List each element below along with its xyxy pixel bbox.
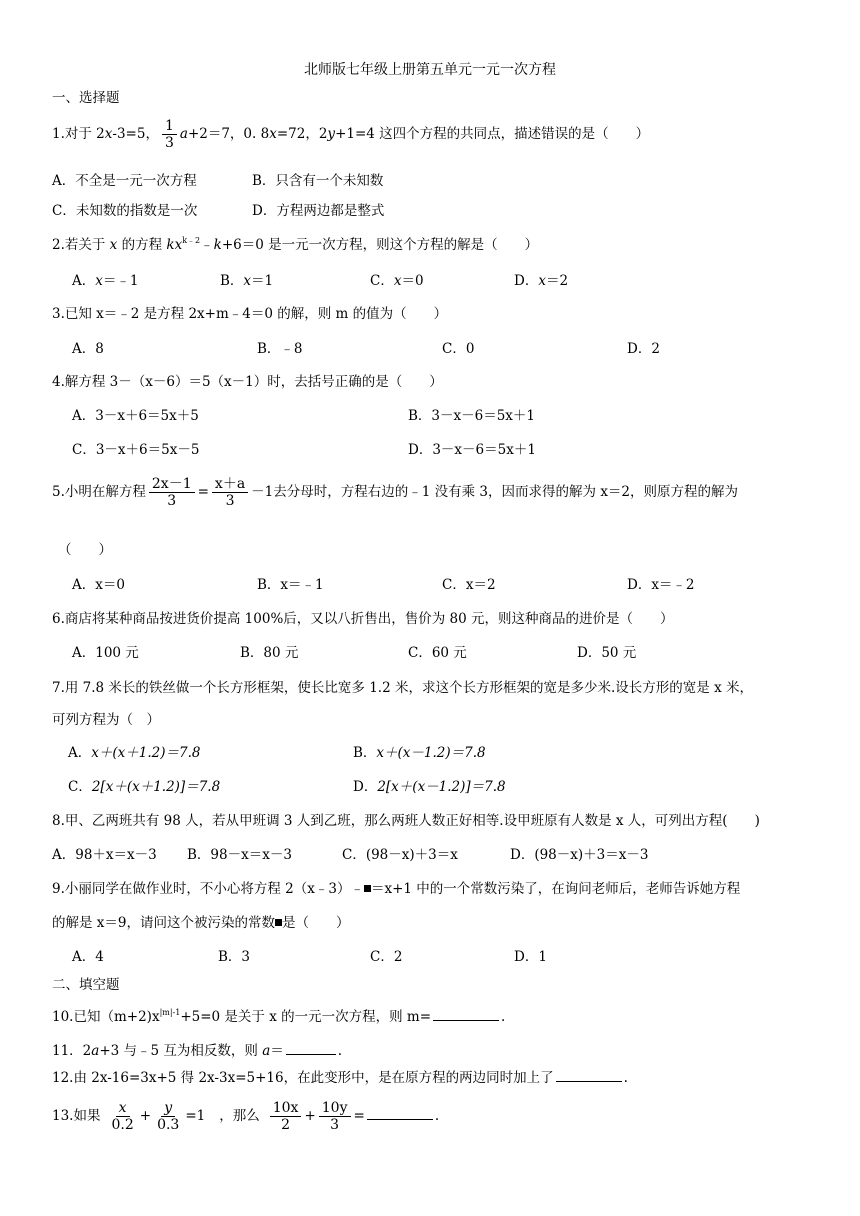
question-6-option-c[interactable]: C．60 元: [408, 645, 467, 661]
question-5-answer-paren: （ ）: [58, 542, 112, 558]
question-3-option-d[interactable]: D．2: [627, 341, 660, 357]
question-2-option-b[interactable]: B．x＝1: [220, 273, 274, 289]
fraction-left: $\frac{2x-1}{3}$: [149, 476, 195, 509]
question-1-stem: 1.对于 2x-3=5， $\frac{1}{3}$ a+2＝7，0. 8x=72，2y+1=4 这四个方程的共同点，描述错误的是（ ）: [52, 118, 650, 152]
question-2-option-a[interactable]: A．x＝﹣1: [72, 273, 139, 289]
question-8-stem: 8.甲、乙两班共有 98 人，若从甲班调 3 人到乙班，那么两班人数正好相等.设甲班原有人数是 x 人，可列出方程( ): [52, 813, 760, 829]
question-9-option-b[interactable]: B．3: [218, 949, 251, 965]
section-heading-choice: 一、选择题: [52, 90, 120, 106]
answer-blank[interactable]: [433, 1006, 499, 1021]
question-9-option-c[interactable]: C．2: [370, 949, 403, 965]
question-8-option-c[interactable]: C．(98－x)＋3＝x: [342, 847, 458, 863]
question-8-option-b[interactable]: B．98－x＝x－3: [187, 847, 292, 863]
question-5-stem: 5.小明在解方程 $\frac{2x-1}{3}$ = $\frac{x+a}{3}$ －1去分母时，方程右边的﹣1 没有乘 3，因而求得的解为 x＝2，则原方程的解为: [52, 476, 739, 510]
ink-blot-square: [364, 885, 371, 892]
question-6-option-d[interactable]: D．50 元: [577, 645, 637, 661]
section-heading-fill: 二、填空题: [52, 977, 120, 993]
question-9-option-a[interactable]: A．4: [72, 949, 104, 965]
question-5-option-b[interactable]: B．x＝﹣1: [257, 577, 324, 593]
question-7-option-d[interactable]: D．2[x＋(x－1.2)]＝7.8: [353, 779, 506, 795]
question-3-option-b[interactable]: B．﹣8: [257, 341, 303, 357]
page-title: 北师版七年级上册第五单元一元一次方程: [304, 62, 556, 78]
question-7-stem-line1: 7.用 7.8 米长的铁丝做一个长方形框架，使长比宽多 1.2 米，求这个长方形框架的宽是多少米.设长方形的宽是 x 米，: [52, 680, 753, 696]
question-8-option-d[interactable]: D．(98－x)＋3＝x－3: [510, 847, 649, 863]
question-5-option-d[interactable]: D．x＝﹣2: [627, 577, 695, 593]
question-5-option-c[interactable]: C．x＝2: [442, 577, 496, 593]
question-6-option-a[interactable]: A．100 元: [72, 645, 139, 661]
question-9-stem-line1: 9.小丽同学在做作业时，不小心将方程 2（x﹣3）﹣ ＝x+1 中的一个常数污染了，在询问老师后，老师告诉她方程: [52, 881, 741, 897]
question-1-option-b[interactable]: B．只含有一个未知数: [252, 173, 384, 189]
fraction-10x-over-2: $\frac{10x}{2}$: [270, 1100, 302, 1133]
answer-blank[interactable]: [556, 1067, 622, 1082]
question-8-option-a[interactable]: A．98＋x＝x－3: [52, 847, 157, 863]
question-2-option-d[interactable]: D．x＝2: [514, 273, 569, 289]
answer-blank[interactable]: [367, 1105, 433, 1120]
question-9-stem-line2: 的解是 x＝9，请问这个被污染的常数 是（ ）: [52, 915, 350, 931]
question-7-stem-line2: 可列方程为（ ）: [52, 712, 160, 728]
question-2-stem: 2.若关于 x 的方程 $kx^{k﹣2}﹣k+6=0$ 是一元一次方程，则这个方程的解是（ ）: [52, 236, 539, 253]
question-4-option-d[interactable]: D．3－x－6＝5x＋1: [408, 442, 536, 458]
fraction-right: $\frac{x+a}{3}$: [212, 476, 248, 509]
question-4-option-c[interactable]: C．3－x＋6＝5x－5: [72, 442, 200, 458]
question-10-stem: 10.已知$(m+2)x^{|m|-1}+5=0$ 是关于 x 的一元一次方程，则 m= .: [52, 1008, 506, 1025]
question-2-option-c[interactable]: C．x＝0: [370, 273, 424, 289]
question-1-option-c[interactable]: C．未知数的指数是一次: [52, 203, 198, 219]
question-4-option-a[interactable]: A．3－x＋6＝5x＋5: [72, 408, 199, 424]
question-3-option-c[interactable]: C．0: [442, 341, 475, 357]
fraction-one-third: $\frac{1}{3}$: [162, 118, 177, 151]
fraction-x-over-0-2: $\frac{x}{0.2}$: [111, 1100, 134, 1134]
question-12-stem: 12.由 2x-16=3x+5 得 2x-3x=5+16，在此变形中，是在原方程的两边同时加上了 .: [52, 1067, 628, 1086]
fraction-y-over-0-3: $\frac{y}{0.3}$: [157, 1100, 180, 1134]
ink-blot-square: [275, 919, 282, 926]
fraction-10y-over-3: $\frac{10y}{3}$: [319, 1100, 351, 1133]
question-11-stem: 11．2a+3 与﹣5 互为相反数，则 a＝ .: [52, 1040, 342, 1059]
question-1-option-a[interactable]: A．不全是一元一次方程: [52, 173, 197, 189]
question-7-option-c[interactable]: C．2[x＋(x＋1.2)]＝7.8: [68, 779, 221, 795]
question-4-option-b[interactable]: B．3－x－6＝5x＋1: [408, 408, 536, 424]
question-4-stem: 4.解方程 3－（x－6）＝5（x－1）时，去括号正确的是（ ）: [52, 374, 443, 390]
question-5-option-a[interactable]: A．x＝0: [72, 577, 125, 593]
question-3-stem: 3.已知 x＝﹣2 是方程 2x+m﹣4＝0 的解，则 m 的值为（ ）: [52, 306, 448, 322]
answer-blank[interactable]: [286, 1040, 336, 1055]
question-6-option-b[interactable]: B．80 元: [240, 645, 299, 661]
question-13-stem: 13.如果 $\frac{x}{0.2}$ + $\frac{y}{0.3}$ =1 ，那么 $\frac{10x}{2}$ + $\frac{10y}{3}$ = .: [52, 1100, 440, 1134]
question-9-option-d[interactable]: D．1: [514, 949, 547, 965]
question-7-option-a[interactable]: A．x＋(x＋1.2)＝7.8: [68, 745, 201, 761]
question-6-stem: 6.商店将某种商品按进货价提高 100%后，又以八折售出，售价为 80 元，则这种商品的进价是（ ）: [52, 611, 674, 627]
question-7-option-b[interactable]: B．x＋(x－1.2)＝7.8: [353, 745, 486, 761]
question-1-option-d[interactable]: D．方程两边都是整式: [252, 203, 385, 219]
question-3-option-a[interactable]: A．8: [72, 341, 104, 357]
